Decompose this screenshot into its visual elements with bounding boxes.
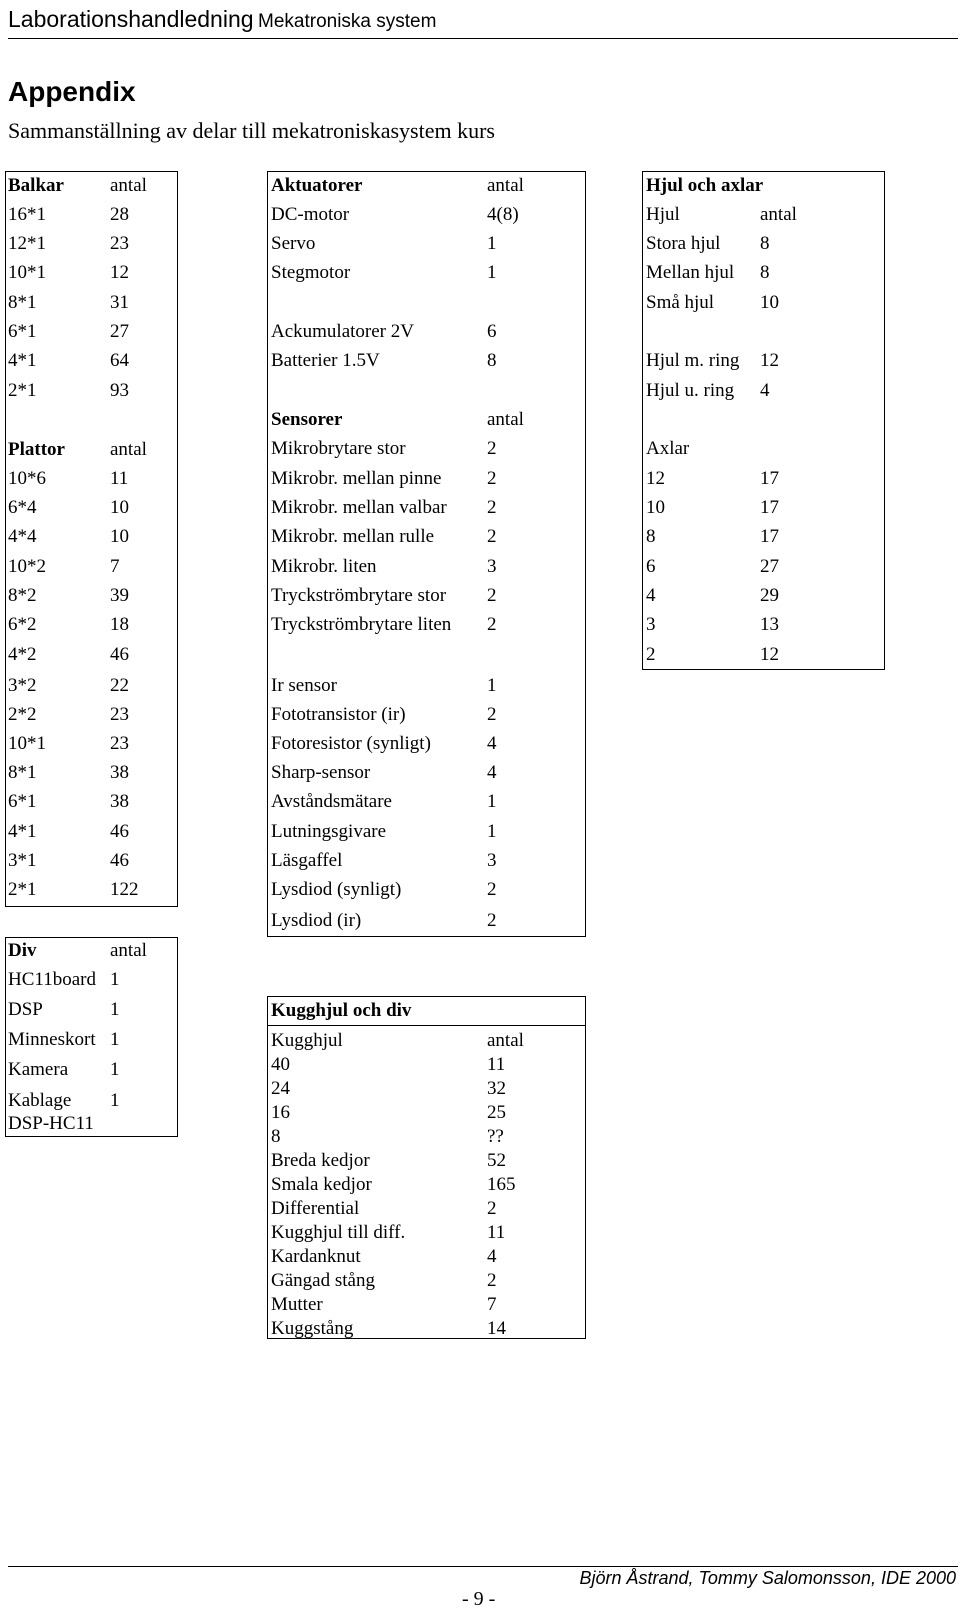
kugghjul-item-label: Kuggstång	[271, 1318, 354, 1339]
sensorer-item-label: Mikrobr. liten	[271, 556, 377, 577]
hjul-item-count: 10	[760, 292, 779, 313]
aktuatorer-item-count: 4(8)	[487, 204, 519, 225]
plattor-item-count: 122	[110, 879, 139, 900]
aktuatorer-item-label: Servo	[271, 233, 316, 254]
hjul-item-count: 12	[760, 350, 779, 371]
hjul-item-count: 8	[760, 262, 770, 283]
aktuatorer-item-label: Stegmotor	[271, 262, 351, 283]
plattor-item-label: 2*2	[8, 704, 37, 725]
balkar-header: Balkar	[8, 175, 64, 196]
axlar-item-count: 27	[760, 556, 779, 577]
plattor-item-count: 11	[110, 468, 129, 489]
balkar-item-count: 64	[110, 350, 129, 371]
plattor-item-label: 4*4	[8, 526, 37, 547]
aktuatorer-item-label: Ackumulatorer 2V	[271, 321, 414, 342]
page-number: - 9 -	[462, 1588, 496, 1610]
sensorer-item-label: Ir sensor	[271, 675, 337, 696]
sensorer-item-count: 4	[487, 733, 497, 754]
sensorer-item-label: Tryckströmbrytare stor	[271, 585, 447, 606]
balkar-item-count: 31	[110, 292, 129, 313]
aktuatorer-item-count: 1	[487, 233, 497, 254]
plattor-item-count: 23	[110, 704, 129, 725]
axlar-item-count: 17	[760, 526, 779, 547]
plattor-item-count: 10	[110, 497, 129, 518]
div-item-label: DSP-HC11	[8, 1113, 94, 1134]
kugghjul-header-count: antal	[487, 1030, 524, 1051]
kugghjul-item-count: 32	[487, 1078, 506, 1099]
balkar-item-count: 27	[110, 321, 129, 342]
sensorer-item-label: Lysdiod (ir)	[271, 910, 362, 931]
kugghjul-item-count: 52	[487, 1150, 506, 1171]
plattor-item-label: 2*1	[8, 879, 37, 900]
page-subtitle: Sammanställning av delar till mekatroniskasystem kurs	[8, 118, 495, 143]
axlar-item-length: 12	[646, 468, 665, 489]
div-item-label: HC11board	[8, 969, 96, 990]
kugghjul-item-count: 2	[487, 1270, 497, 1291]
kugghjul-title-divider	[267, 1025, 586, 1026]
div-item-count: 1	[110, 1029, 120, 1050]
balkar-item-label: 8*1	[8, 292, 37, 313]
aktuatorer-item-count: 6	[487, 321, 497, 342]
kugghjul-item-label: 24	[271, 1078, 290, 1099]
plattor-item-label: 4*2	[8, 644, 37, 665]
sensorer-item-count: 4	[487, 762, 497, 783]
kugghjul-item-label: Kardanknut	[271, 1246, 361, 1267]
kugghjul-header: Kugghjul	[271, 1030, 343, 1051]
hjul-title: Hjul och axlar	[646, 175, 764, 196]
balkar-item-count: 93	[110, 380, 129, 401]
axlar-item-count: 13	[760, 614, 779, 635]
sensorer-item-count: 1	[487, 675, 497, 696]
div-item-count: 1	[110, 999, 120, 1020]
kugghjul-item-label: Mutter	[271, 1294, 323, 1315]
sensorer-item-count: 2	[487, 526, 497, 547]
div-header: Div	[8, 940, 37, 961]
div-item-label: Minneskort	[8, 1029, 96, 1050]
sensorer-item-label: Lutningsgivare	[271, 821, 387, 842]
kugghjul-item-count: ??	[487, 1126, 504, 1147]
sensorer-item-count: 1	[487, 791, 497, 812]
axlar-item-length: 4	[646, 585, 656, 606]
sensorer-item-count: 2	[487, 497, 497, 518]
sensorer-item-count: 3	[487, 556, 497, 577]
kugghjul-item-label: Gängad stång	[271, 1270, 375, 1291]
header-subtitle: Mekatroniska system	[258, 11, 437, 32]
sensorer-item-count: 1	[487, 821, 497, 842]
balkar-item-count: 12	[110, 262, 129, 283]
axlar-item-length: 8	[646, 526, 656, 547]
sensorer-header-count: antal	[487, 409, 524, 430]
hjul-header-count: antal	[760, 204, 797, 225]
plattor-item-label: 10*6	[8, 468, 46, 489]
plattor-item-label: 6*4	[8, 497, 37, 518]
axlar-item-length: 10	[646, 497, 665, 518]
plattor-header: Plattor	[8, 439, 65, 460]
footer-authors: Björn Åstrand, Tommy Salomonsson, IDE 2000	[579, 1568, 956, 1588]
balkar-header-count: antal	[110, 175, 147, 196]
sensorer-header: Sensorer	[271, 409, 343, 430]
balkar-item-count: 23	[110, 233, 129, 254]
sensorer-item-label: Fotoresistor (synligt)	[271, 733, 431, 754]
div-item-label: Kablage	[8, 1090, 72, 1111]
plattor-item-label: 8*2	[8, 585, 37, 606]
hjul-item-label: Små hjul	[646, 292, 715, 313]
plattor-item-label: 3*2	[8, 675, 37, 696]
sensorer-item-label: Tryckströmbrytare liten	[271, 614, 452, 635]
axlar-item-count: 17	[760, 468, 779, 489]
balkar-item-count: 28	[110, 204, 129, 225]
aktuatorer-item-count: 1	[487, 262, 497, 283]
plattor-item-label: 6*1	[8, 791, 37, 812]
kugghjul-item-count: 2	[487, 1198, 497, 1219]
aktuatorer-header: Aktuatorer	[271, 175, 363, 196]
sensorer-item-label: Sharp-sensor	[271, 762, 371, 783]
header-title: Laborationshandledning	[8, 6, 254, 32]
footer-divider	[8, 1566, 958, 1567]
hjul-item-label: Stora hjul	[646, 233, 721, 254]
sensorer-item-count: 2	[487, 704, 497, 725]
axlar-item-count: 17	[760, 497, 779, 518]
hjul-header: Hjul	[646, 204, 680, 225]
plattor-item-label: 4*1	[8, 821, 37, 842]
aktuatorer-item-count: 8	[487, 350, 497, 371]
sensorer-item-count: 2	[487, 879, 497, 900]
sensorer-item-label: Mikrobr. mellan rulle	[271, 526, 435, 547]
div-item-count: 1	[110, 969, 120, 990]
hjul-item-label: Hjul u. ring	[646, 380, 735, 401]
kugghjul-item-count: 165	[487, 1174, 516, 1195]
plattor-item-count: 46	[110, 821, 129, 842]
plattor-item-count: 46	[110, 850, 129, 871]
hjul-item-label: Hjul m. ring	[646, 350, 740, 371]
sensorer-item-label: Läsgaffel	[271, 850, 343, 871]
sensorer-item-label: Avståndsmätare	[271, 791, 392, 812]
kugghjul-title: Kugghjul och div	[271, 1000, 412, 1021]
aktuatorer-header-count: antal	[487, 175, 524, 196]
axlar-item-length: 3	[646, 614, 656, 635]
plattor-item-count: 22	[110, 675, 129, 696]
div-item-label: DSP	[8, 999, 43, 1020]
hjul-item-label: Mellan hjul	[646, 262, 735, 283]
plattor-item-label: 3*1	[8, 850, 37, 871]
plattor-item-count: 39	[110, 585, 129, 606]
plattor-item-count: 10	[110, 526, 129, 547]
plattor-item-label: 10*2	[8, 556, 46, 577]
page-title: Appendix	[8, 76, 136, 107]
aktuatorer-item-label: DC-motor	[271, 204, 350, 225]
kugghjul-item-count: 11	[487, 1054, 506, 1075]
balkar-item-label: 4*1	[8, 350, 37, 371]
axlar-item-length: 2	[646, 644, 656, 665]
sensorer-item-count: 3	[487, 850, 497, 871]
kugghjul-item-label: Breda kedjor	[271, 1150, 370, 1171]
plattor-item-label: 6*2	[8, 614, 37, 635]
plattor-item-count: 18	[110, 614, 129, 635]
plattor-item-count: 23	[110, 733, 129, 754]
sensorer-item-label: Mikrobrytare stor	[271, 438, 406, 459]
sensorer-item-count: 2	[487, 438, 497, 459]
plattor-item-label: 8*1	[8, 762, 37, 783]
sensorer-item-label: Mikrobr. mellan valbar	[271, 497, 447, 518]
plattor-item-count: 38	[110, 791, 129, 812]
kugghjul-item-count: 4	[487, 1246, 497, 1267]
aktuatorer-item-label: Batterier 1.5V	[271, 350, 380, 371]
sensorer-item-label: Fototransistor (ir)	[271, 704, 406, 725]
kugghjul-item-label: Kugghjul till diff.	[271, 1222, 406, 1243]
axlar-item-count: 12	[760, 644, 779, 665]
hjul-item-count: 4	[760, 380, 770, 401]
div-header-count: antal	[110, 940, 147, 961]
div-item-count: 1	[110, 1090, 120, 1111]
sensorer-item-label: Lysdiod (synligt)	[271, 879, 402, 900]
plattor-item-count: 38	[110, 762, 129, 783]
balkar-item-label: 16*1	[8, 204, 46, 225]
sensorer-item-count: 2	[487, 468, 497, 489]
kugghjul-item-label: Differential	[271, 1198, 360, 1219]
sensorer-item-count: 2	[487, 585, 497, 606]
axlar-item-length: 6	[646, 556, 656, 577]
balkar-item-label: 2*1	[8, 380, 37, 401]
kugghjul-item-count: 25	[487, 1102, 506, 1123]
sensorer-item-count: 2	[487, 910, 497, 931]
kugghjul-item-count: 11	[487, 1222, 506, 1243]
balkar-item-label: 12*1	[8, 233, 46, 254]
sensorer-item-label: Mikrobr. mellan pinne	[271, 468, 442, 489]
plattor-item-label: 10*1	[8, 733, 46, 754]
plattor-item-count: 7	[110, 556, 120, 577]
plattor-header-count: antal	[110, 439, 147, 460]
balkar-item-label: 10*1	[8, 262, 46, 283]
kugghjul-item-label: 40	[271, 1054, 290, 1075]
kugghjul-item-count: 7	[487, 1294, 497, 1315]
div-item-label: Kamera	[8, 1059, 69, 1080]
axlar-item-count: 29	[760, 585, 779, 606]
axlar-header: Axlar	[646, 438, 690, 459]
kugghjul-item-label: 16	[271, 1102, 290, 1123]
div-item-count: 1	[110, 1059, 120, 1080]
kugghjul-item-label: 8	[271, 1126, 281, 1147]
page-header	[8, 6, 958, 39]
sensorer-item-count: 2	[487, 614, 497, 635]
kugghjul-item-count: 14	[487, 1318, 506, 1339]
plattor-item-count: 46	[110, 644, 129, 665]
hjul-item-count: 8	[760, 233, 770, 254]
balkar-item-label: 6*1	[8, 321, 37, 342]
kugghjul-item-label: Smala kedjor	[271, 1174, 372, 1195]
